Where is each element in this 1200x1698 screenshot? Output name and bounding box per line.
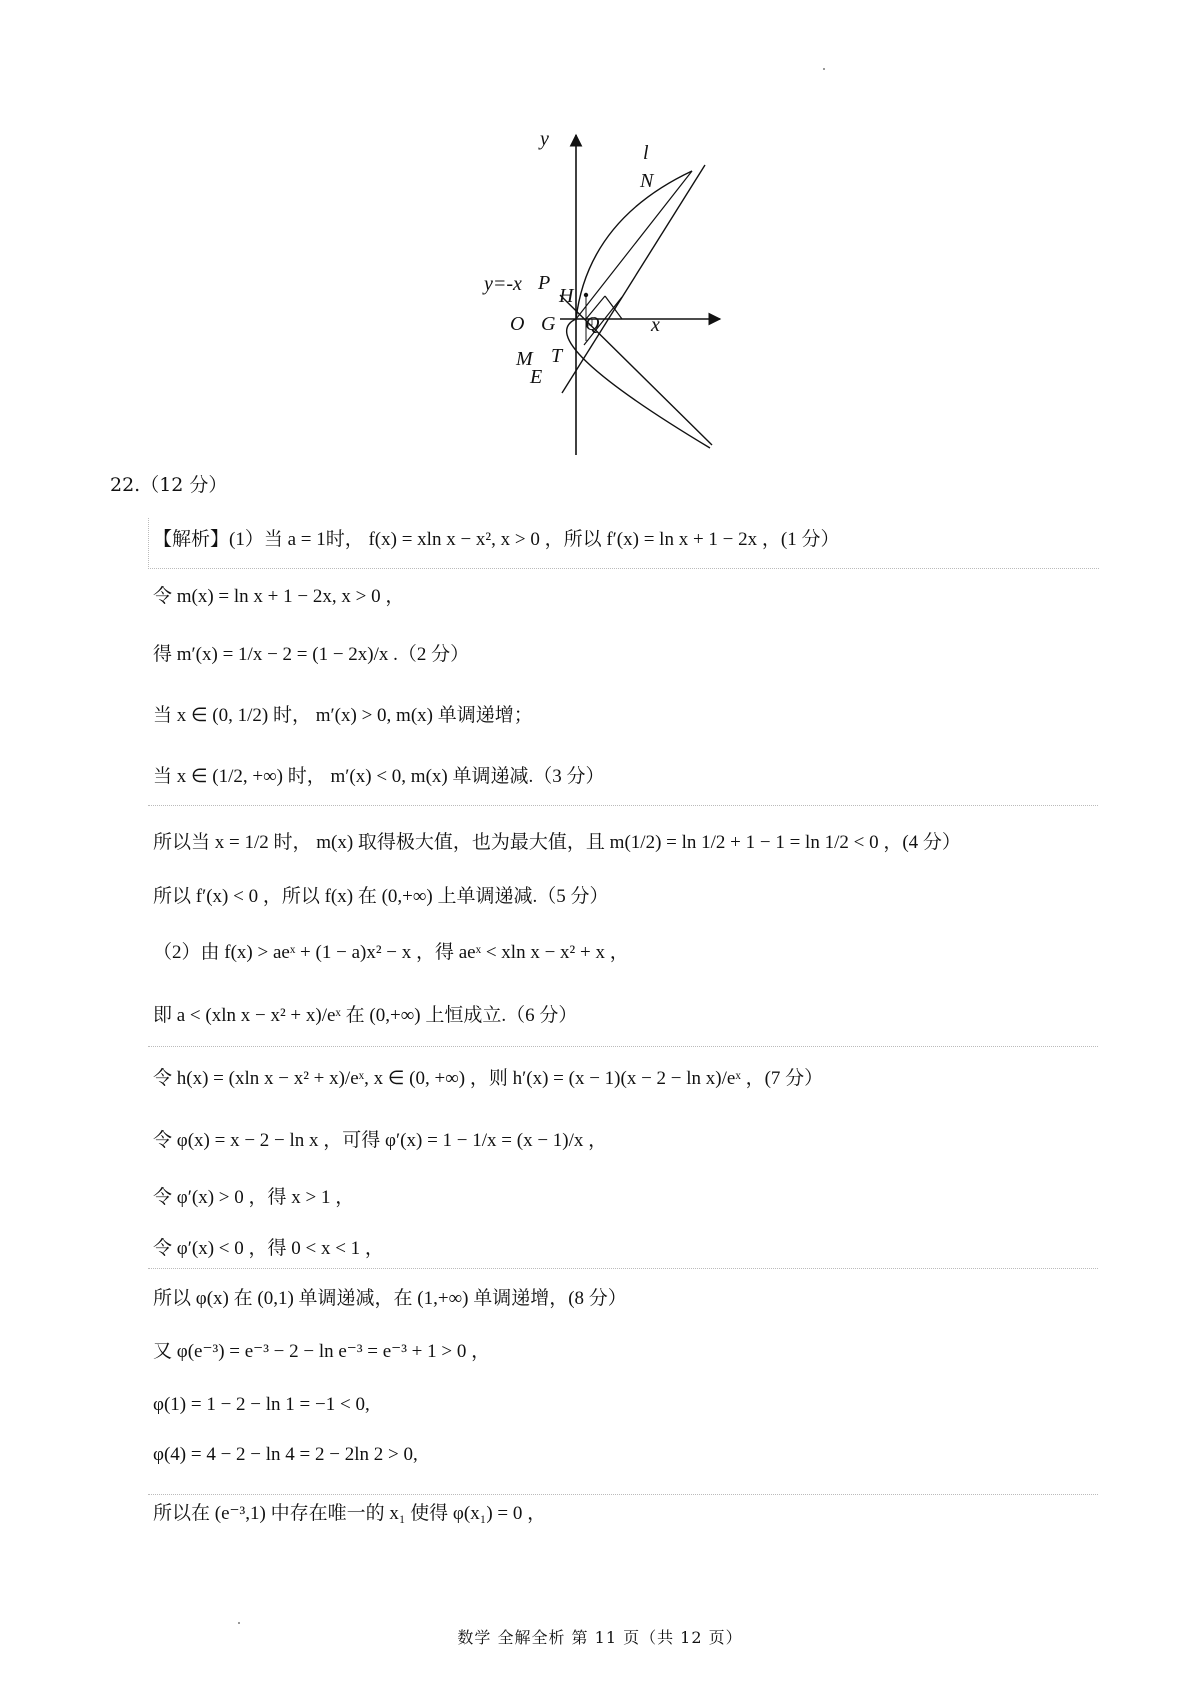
solution-line: 令 h(x) = (xln x − x² + x)/eˣ, x ∈ (0, +∞) ，则 h′(x) = (x − 1)(x − 2 − ln x)/eˣ ，(7 分）: [153, 1068, 824, 1089]
scan-speck: [238, 1622, 240, 1624]
solution-line: （2）由 f(x) > aeˣ + (1 − a)x² − x ，得 aeˣ < xln x − x² + x ，: [153, 942, 629, 963]
solution-line: 当 x ∈ (0, 1/2) 时， m′(x) > 0, m(x) 单调递增；: [153, 705, 533, 726]
label-Q: Q: [585, 313, 600, 335]
solution-line: 【解析】(1）当 a = 1时， f(x) = xln x − x², x > 0 ，所以 f′(x) = ln x + 1 − 2x ，(1 分）: [153, 529, 840, 550]
solution-line: 又 φ(e⁻³) = e⁻³ − 2 − ln e⁻³ = e⁻³ + 1 > 0 ，: [153, 1341, 491, 1362]
solution-line: 所以 f′(x) < 0 ，所以 f(x) 在 (0,+∞) 上单调递减.（5 分）: [153, 886, 609, 907]
label-T: T: [551, 345, 563, 367]
solution-line: 即 a < (xln x − x² + x)/eˣ 在 (0,+∞) 上恒成立.（6 分）: [153, 1005, 578, 1026]
solution-line: 所以 φ(x) 在 (0,1) 单调递减，在 (1,+∞) 单调递增，(8 分）: [153, 1288, 627, 1309]
line-y-neg-x: [560, 295, 712, 445]
label-x: x: [651, 314, 660, 336]
coordinate-figure: [484, 125, 740, 460]
dotted-separator: [148, 805, 1098, 806]
label-l: l: [643, 142, 649, 164]
question-number: 22.（12 分）: [110, 474, 228, 496]
parabola-curve: [567, 171, 710, 448]
solution-line: 令 m(x) = ln x + 1 − 2x, x > 0 ，: [153, 586, 405, 607]
line-l: [562, 165, 705, 393]
scan-speck: [823, 68, 825, 70]
label-N: N: [640, 170, 654, 192]
solution-line: 令 φ′(x) > 0 ，得 x > 1 ，: [153, 1187, 355, 1208]
solution-line: 所以当 x = 1/2 时， m(x) 取得极大值，也为最大值，且 m(1/2) = ln 1/2 + 1 − 1 = ln 1/2 < 0 ，(4 分）: [153, 832, 961, 853]
dotted-separator: [148, 1046, 1098, 1047]
solution-line: 当 x ∈ (1/2, +∞) 时， m′(x) < 0, m(x) 单调递减.（3 分）: [153, 766, 605, 787]
label-M: M: [516, 348, 533, 370]
page-footer: 数学 全解全析 第 11 页（共 12 页）: [457, 1628, 743, 1647]
label-y-neg-x: y=-x: [484, 273, 522, 295]
label-y: y: [540, 128, 549, 150]
point-P: [584, 293, 588, 297]
label-G: G: [541, 313, 556, 335]
chord-ON: [576, 171, 692, 319]
solution-line: 得 m′(x) = 1/x − 2 = (1 − 2x)/x .（2 分）: [153, 644, 470, 665]
solution-line: 令 φ′(x) < 0 ，得 0 < x < 1 ，: [153, 1238, 384, 1259]
dotted-separator: [148, 1268, 1098, 1269]
solution-line: 令 φ(x) = x − 2 − ln x ，可得 φ′(x) = 1 − 1/x = (x − 1)/x ，: [153, 1130, 608, 1151]
label-H: H: [559, 285, 574, 307]
label-P: P: [538, 272, 551, 294]
solution-line: 所以在 (e⁻³,1) 中存在唯一的 x₁ 使得 φ(x₁) = 0 ，: [153, 1503, 547, 1524]
label-O: O: [510, 313, 525, 335]
solution-line: φ(4) = 4 − 2 − ln 4 = 2 − 2ln 2 > 0,: [153, 1444, 418, 1465]
label-E: E: [530, 366, 543, 388]
solution-line: φ(1) = 1 − 2 − ln 1 = −1 < 0,: [153, 1394, 370, 1415]
dotted-separator: [148, 1494, 1098, 1495]
figure-svg: [484, 125, 740, 460]
